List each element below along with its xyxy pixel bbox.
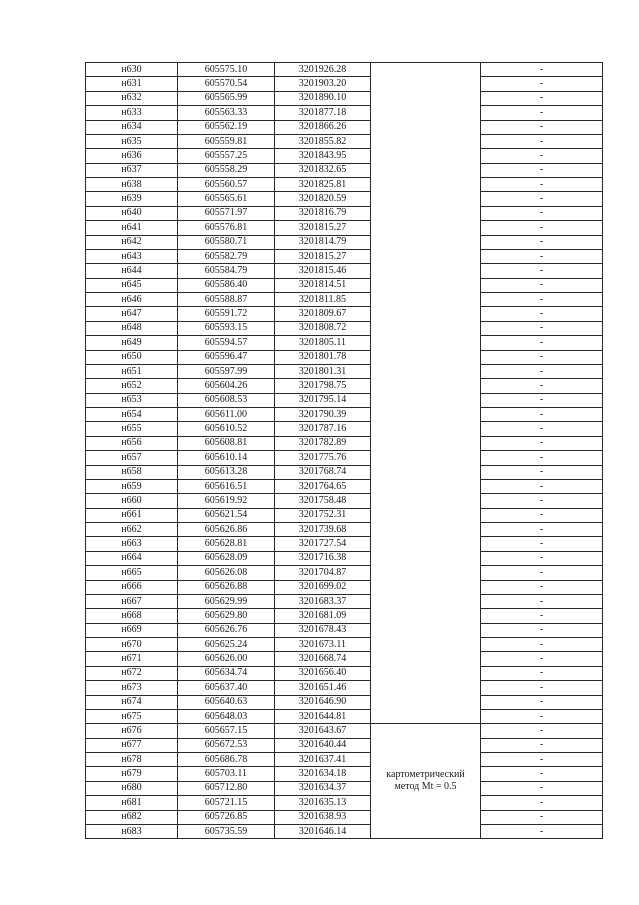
table-row <box>86 810 603 824</box>
y-coordinate-cell: 3201805.11 <box>275 336 371 350</box>
dash-cell: - <box>481 465 603 479</box>
table-row <box>86 350 603 364</box>
x-coordinate-cell: 605616.51 <box>178 479 275 493</box>
dash-cell: - <box>481 235 603 249</box>
point-id-cell: н647 <box>86 307 178 321</box>
y-coordinate-cell: 3201681.09 <box>275 609 371 623</box>
dash-cell: - <box>481 364 603 378</box>
dash-cell: - <box>481 594 603 608</box>
dash-cell: - <box>481 163 603 177</box>
point-id-cell: н666 <box>86 580 178 594</box>
table-row <box>86 364 603 378</box>
table-row <box>86 307 603 321</box>
x-coordinate-cell: 605588.87 <box>178 293 275 307</box>
y-coordinate-cell: 3201739.68 <box>275 523 371 537</box>
point-id-cell: н656 <box>86 436 178 450</box>
y-coordinate-cell: 3201634.18 <box>275 767 371 781</box>
point-id-cell: н676 <box>86 724 178 738</box>
y-coordinate-cell: 3201801.31 <box>275 364 371 378</box>
table-row <box>86 666 603 680</box>
y-coordinate-cell: 3201820.59 <box>275 192 371 206</box>
dash-cell: - <box>481 753 603 767</box>
x-coordinate-cell: 605726.85 <box>178 810 275 824</box>
table-row <box>86 753 603 767</box>
y-coordinate-cell: 3201768.74 <box>275 465 371 479</box>
y-coordinate-cell: 3201643.67 <box>275 724 371 738</box>
y-coordinate-cell: 3201801.78 <box>275 350 371 364</box>
y-coordinate-cell: 3201704.87 <box>275 566 371 580</box>
y-coordinate-cell: 3201678.43 <box>275 623 371 637</box>
table-row <box>86 465 603 479</box>
dash-cell: - <box>481 580 603 594</box>
table-row <box>86 609 603 623</box>
x-coordinate-cell: 605610.14 <box>178 451 275 465</box>
x-coordinate-cell: 605565.61 <box>178 192 275 206</box>
x-coordinate-cell: 605629.80 <box>178 609 275 623</box>
y-coordinate-cell: 3201646.14 <box>275 824 371 838</box>
table-row <box>86 379 603 393</box>
point-id-cell: н638 <box>86 178 178 192</box>
y-coordinate-cell: 3201646.90 <box>275 695 371 709</box>
table-row <box>86 594 603 608</box>
y-coordinate-cell: 3201811.85 <box>275 293 371 307</box>
x-coordinate-cell: 605648.03 <box>178 709 275 723</box>
y-coordinate-cell: 3201637.41 <box>275 753 371 767</box>
x-coordinate-cell: 605672.53 <box>178 738 275 752</box>
point-id-cell: н637 <box>86 163 178 177</box>
table-row <box>86 321 603 335</box>
point-id-cell: н658 <box>86 465 178 479</box>
table-row <box>86 77 603 91</box>
y-coordinate-cell: 3201644.81 <box>275 709 371 723</box>
point-id-cell: н678 <box>86 753 178 767</box>
table-row <box>86 106 603 120</box>
dash-cell: - <box>481 249 603 263</box>
table-row <box>86 451 603 465</box>
point-id-cell: н669 <box>86 623 178 637</box>
table-row <box>86 436 603 450</box>
point-id-cell: н683 <box>86 824 178 838</box>
y-coordinate-cell: 3201890.10 <box>275 91 371 105</box>
point-id-cell: н632 <box>86 91 178 105</box>
dash-cell: - <box>481 824 603 838</box>
dash-cell: - <box>481 63 603 77</box>
table-row <box>86 580 603 594</box>
x-coordinate-cell: 605570.54 <box>178 77 275 91</box>
y-coordinate-cell: 3201832.65 <box>275 163 371 177</box>
y-coordinate-cell: 3201814.79 <box>275 235 371 249</box>
point-id-cell: н642 <box>86 235 178 249</box>
x-coordinate-cell: 605657.15 <box>178 724 275 738</box>
x-coordinate-cell: 605591.72 <box>178 307 275 321</box>
table-row <box>86 479 603 493</box>
dash-cell: - <box>481 221 603 235</box>
dash-cell: - <box>481 321 603 335</box>
dash-cell: - <box>481 709 603 723</box>
x-coordinate-cell: 605619.92 <box>178 494 275 508</box>
y-coordinate-cell: 3201843.95 <box>275 149 371 163</box>
x-coordinate-cell: 605721.15 <box>178 796 275 810</box>
x-coordinate-cell: 605584.79 <box>178 264 275 278</box>
point-id-cell: н635 <box>86 134 178 148</box>
x-coordinate-cell: 605593.15 <box>178 321 275 335</box>
dash-cell: - <box>481 479 603 493</box>
x-coordinate-cell: 605565.99 <box>178 91 275 105</box>
y-coordinate-cell: 3201855.82 <box>275 134 371 148</box>
point-id-cell: н668 <box>86 609 178 623</box>
x-coordinate-cell: 605628.09 <box>178 551 275 565</box>
table-row <box>86 221 603 235</box>
x-coordinate-cell: 605626.76 <box>178 623 275 637</box>
table-row <box>86 63 603 77</box>
y-coordinate-cell: 3201787.16 <box>275 422 371 436</box>
x-coordinate-cell: 605580.71 <box>178 235 275 249</box>
point-id-cell: н655 <box>86 422 178 436</box>
dash-cell: - <box>481 106 603 120</box>
x-coordinate-cell: 605608.53 <box>178 393 275 407</box>
dash-cell: - <box>481 149 603 163</box>
y-coordinate-cell: 3201635.13 <box>275 796 371 810</box>
point-id-cell: н657 <box>86 451 178 465</box>
y-coordinate-cell: 3201866.26 <box>275 120 371 134</box>
point-id-cell: н659 <box>86 479 178 493</box>
x-coordinate-cell: 605559.81 <box>178 134 275 148</box>
point-id-cell: н673 <box>86 681 178 695</box>
x-coordinate-cell: 605563.33 <box>178 106 275 120</box>
point-id-cell: н650 <box>86 350 178 364</box>
point-id-cell: н680 <box>86 781 178 795</box>
table-row <box>86 249 603 263</box>
x-coordinate-cell: 605558.29 <box>178 163 275 177</box>
x-coordinate-cell: 605571.97 <box>178 206 275 220</box>
point-id-cell: н641 <box>86 221 178 235</box>
dash-cell: - <box>481 796 603 810</box>
dash-cell: - <box>481 379 603 393</box>
y-coordinate-cell: 3201727.54 <box>275 537 371 551</box>
x-coordinate-cell: 605626.00 <box>178 652 275 666</box>
point-id-cell: н661 <box>86 508 178 522</box>
dash-cell: - <box>481 681 603 695</box>
point-id-cell: н663 <box>86 537 178 551</box>
dash-cell: - <box>481 451 603 465</box>
x-coordinate-cell: 605608.81 <box>178 436 275 450</box>
dash-cell: - <box>481 781 603 795</box>
dash-cell: - <box>481 436 603 450</box>
y-coordinate-cell: 3201764.65 <box>275 479 371 493</box>
point-id-cell: н660 <box>86 494 178 508</box>
point-id-cell: н664 <box>86 551 178 565</box>
table-row <box>86 120 603 134</box>
y-coordinate-cell: 3201656.40 <box>275 666 371 680</box>
x-coordinate-cell: 605576.81 <box>178 221 275 235</box>
x-coordinate-cell: 605625.24 <box>178 638 275 652</box>
y-coordinate-cell: 3201683.37 <box>275 594 371 608</box>
dash-cell: - <box>481 508 603 522</box>
x-coordinate-cell: 605604.26 <box>178 379 275 393</box>
table-row <box>86 192 603 206</box>
table-row <box>86 393 603 407</box>
table-row <box>86 681 603 695</box>
point-id-cell: н645 <box>86 278 178 292</box>
y-coordinate-cell: 3201640.44 <box>275 738 371 752</box>
table-row <box>86 264 603 278</box>
dash-cell: - <box>481 91 603 105</box>
x-coordinate-cell: 605597.99 <box>178 364 275 378</box>
table-row <box>86 508 603 522</box>
point-id-cell: н675 <box>86 709 178 723</box>
y-coordinate-cell: 3201638.93 <box>275 810 371 824</box>
table-row <box>86 566 603 580</box>
table-row <box>86 537 603 551</box>
dash-cell: - <box>481 738 603 752</box>
table-row <box>86 235 603 249</box>
table-row <box>86 206 603 220</box>
table-row <box>86 523 603 537</box>
x-coordinate-cell: 605621.54 <box>178 508 275 522</box>
dash-cell: - <box>481 695 603 709</box>
x-coordinate-cell: 605628.81 <box>178 537 275 551</box>
y-coordinate-cell: 3201814.51 <box>275 278 371 292</box>
table-row <box>86 695 603 709</box>
x-coordinate-cell: 605626.86 <box>178 523 275 537</box>
y-coordinate-cell: 3201816.79 <box>275 206 371 220</box>
dash-cell: - <box>481 192 603 206</box>
dash-cell: - <box>481 652 603 666</box>
table-row <box>86 422 603 436</box>
dash-cell: - <box>481 537 603 551</box>
dash-cell: - <box>481 422 603 436</box>
method-cell <box>371 724 481 839</box>
dash-cell: - <box>481 767 603 781</box>
dash-cell: - <box>481 494 603 508</box>
dash-cell: - <box>481 408 603 422</box>
point-id-cell: н636 <box>86 149 178 163</box>
dash-cell: - <box>481 724 603 738</box>
y-coordinate-cell: 3201903.20 <box>275 77 371 91</box>
point-id-cell: н633 <box>86 106 178 120</box>
point-id-cell: н652 <box>86 379 178 393</box>
point-id-cell: н644 <box>86 264 178 278</box>
table-row <box>86 781 603 795</box>
method-cell-blank <box>371 63 481 724</box>
point-id-cell: н630 <box>86 63 178 77</box>
dash-cell: - <box>481 350 603 364</box>
point-id-cell: н671 <box>86 652 178 666</box>
y-coordinate-cell: 3201752.31 <box>275 508 371 522</box>
y-coordinate-cell: 3201815.27 <box>275 249 371 263</box>
table-row <box>86 652 603 666</box>
table-row <box>86 738 603 752</box>
x-coordinate-cell: 605594.57 <box>178 336 275 350</box>
table-row <box>86 638 603 652</box>
y-coordinate-cell: 3201815.46 <box>275 264 371 278</box>
point-id-cell: н643 <box>86 249 178 263</box>
table-row <box>86 623 603 637</box>
x-coordinate-cell: 605640.63 <box>178 695 275 709</box>
dash-cell: - <box>481 134 603 148</box>
point-id-cell: н681 <box>86 796 178 810</box>
point-id-cell: н670 <box>86 638 178 652</box>
table-row <box>86 724 603 738</box>
table-row <box>86 767 603 781</box>
dash-cell: - <box>481 307 603 321</box>
point-id-cell: н640 <box>86 206 178 220</box>
dash-cell: - <box>481 623 603 637</box>
y-coordinate-cell: 3201673.11 <box>275 638 371 652</box>
table-row <box>86 824 603 838</box>
coordinates-table <box>85 62 603 839</box>
point-id-cell: н651 <box>86 364 178 378</box>
y-coordinate-cell: 3201716.38 <box>275 551 371 565</box>
point-id-cell: н662 <box>86 523 178 537</box>
x-coordinate-cell: 605629.99 <box>178 594 275 608</box>
point-id-cell: н667 <box>86 594 178 608</box>
dash-cell: - <box>481 638 603 652</box>
x-coordinate-cell: 605582.79 <box>178 249 275 263</box>
table-row <box>86 149 603 163</box>
dash-cell: - <box>481 293 603 307</box>
x-coordinate-cell: 605596.47 <box>178 350 275 364</box>
dash-cell: - <box>481 566 603 580</box>
y-coordinate-cell: 3201634.37 <box>275 781 371 795</box>
y-coordinate-cell: 3201775.76 <box>275 451 371 465</box>
y-coordinate-cell: 3201790.39 <box>275 408 371 422</box>
point-id-cell: н679 <box>86 767 178 781</box>
point-id-cell: н631 <box>86 77 178 91</box>
dash-cell: - <box>481 551 603 565</box>
y-coordinate-cell: 3201815.27 <box>275 221 371 235</box>
point-id-cell: н639 <box>86 192 178 206</box>
coordinates-table-body <box>86 63 603 839</box>
y-coordinate-cell: 3201926.28 <box>275 63 371 77</box>
dash-cell: - <box>481 278 603 292</box>
x-coordinate-cell: 605610.52 <box>178 422 275 436</box>
x-coordinate-cell: 605637.40 <box>178 681 275 695</box>
point-id-cell: н672 <box>86 666 178 680</box>
y-coordinate-cell: 3201699.02 <box>275 580 371 594</box>
x-coordinate-cell: 605626.88 <box>178 580 275 594</box>
y-coordinate-cell: 3201782.89 <box>275 436 371 450</box>
dash-cell: - <box>481 120 603 134</box>
y-coordinate-cell: 3201668.74 <box>275 652 371 666</box>
x-coordinate-cell: 605634.74 <box>178 666 275 680</box>
dash-cell: - <box>481 206 603 220</box>
y-coordinate-cell: 3201808.72 <box>275 321 371 335</box>
point-id-cell: н649 <box>86 336 178 350</box>
x-coordinate-cell: 605611.00 <box>178 408 275 422</box>
method-name: картометрический <box>386 769 465 781</box>
point-id-cell: н677 <box>86 738 178 752</box>
table-row <box>86 551 603 565</box>
dash-cell: - <box>481 609 603 623</box>
x-coordinate-cell: 605557.25 <box>178 149 275 163</box>
dash-cell: - <box>481 393 603 407</box>
table-row <box>86 293 603 307</box>
point-id-cell: н646 <box>86 293 178 307</box>
y-coordinate-cell: 3201809.67 <box>275 307 371 321</box>
y-coordinate-cell: 3201795.14 <box>275 393 371 407</box>
table-row <box>86 494 603 508</box>
table-row <box>86 336 603 350</box>
table-row <box>86 178 603 192</box>
point-id-cell: н648 <box>86 321 178 335</box>
table-row <box>86 91 603 105</box>
point-id-cell: н634 <box>86 120 178 134</box>
dash-cell: - <box>481 264 603 278</box>
x-coordinate-cell: 605575.10 <box>178 63 275 77</box>
point-id-cell: н674 <box>86 695 178 709</box>
x-coordinate-cell: 605586.40 <box>178 278 275 292</box>
point-id-cell: н653 <box>86 393 178 407</box>
y-coordinate-cell: 3201798.75 <box>275 379 371 393</box>
dash-cell: - <box>481 666 603 680</box>
table-row <box>86 709 603 723</box>
x-coordinate-cell: 605735.59 <box>178 824 275 838</box>
table-row <box>86 278 603 292</box>
x-coordinate-cell: 605626.08 <box>178 566 275 580</box>
table-row <box>86 134 603 148</box>
x-coordinate-cell: 605686.78 <box>178 753 275 767</box>
point-id-cell: н665 <box>86 566 178 580</box>
method-accuracy: метод Mt = 0.5 <box>394 781 457 793</box>
dash-cell: - <box>481 523 603 537</box>
y-coordinate-cell: 3201651.46 <box>275 681 371 695</box>
y-coordinate-cell: 3201877.18 <box>275 106 371 120</box>
dash-cell: - <box>481 810 603 824</box>
x-coordinate-cell: 605712.80 <box>178 781 275 795</box>
x-coordinate-cell: 605560.57 <box>178 178 275 192</box>
point-id-cell: н682 <box>86 810 178 824</box>
dash-cell: - <box>481 336 603 350</box>
dash-cell: - <box>481 77 603 91</box>
table-row <box>86 796 603 810</box>
x-coordinate-cell: 605703.11 <box>178 767 275 781</box>
table-row <box>86 163 603 177</box>
table-row <box>86 408 603 422</box>
y-coordinate-cell: 3201758.48 <box>275 494 371 508</box>
y-coordinate-cell: 3201825.81 <box>275 178 371 192</box>
x-coordinate-cell: 605562.19 <box>178 120 275 134</box>
dash-cell: - <box>481 178 603 192</box>
x-coordinate-cell: 605613.28 <box>178 465 275 479</box>
point-id-cell: н654 <box>86 408 178 422</box>
